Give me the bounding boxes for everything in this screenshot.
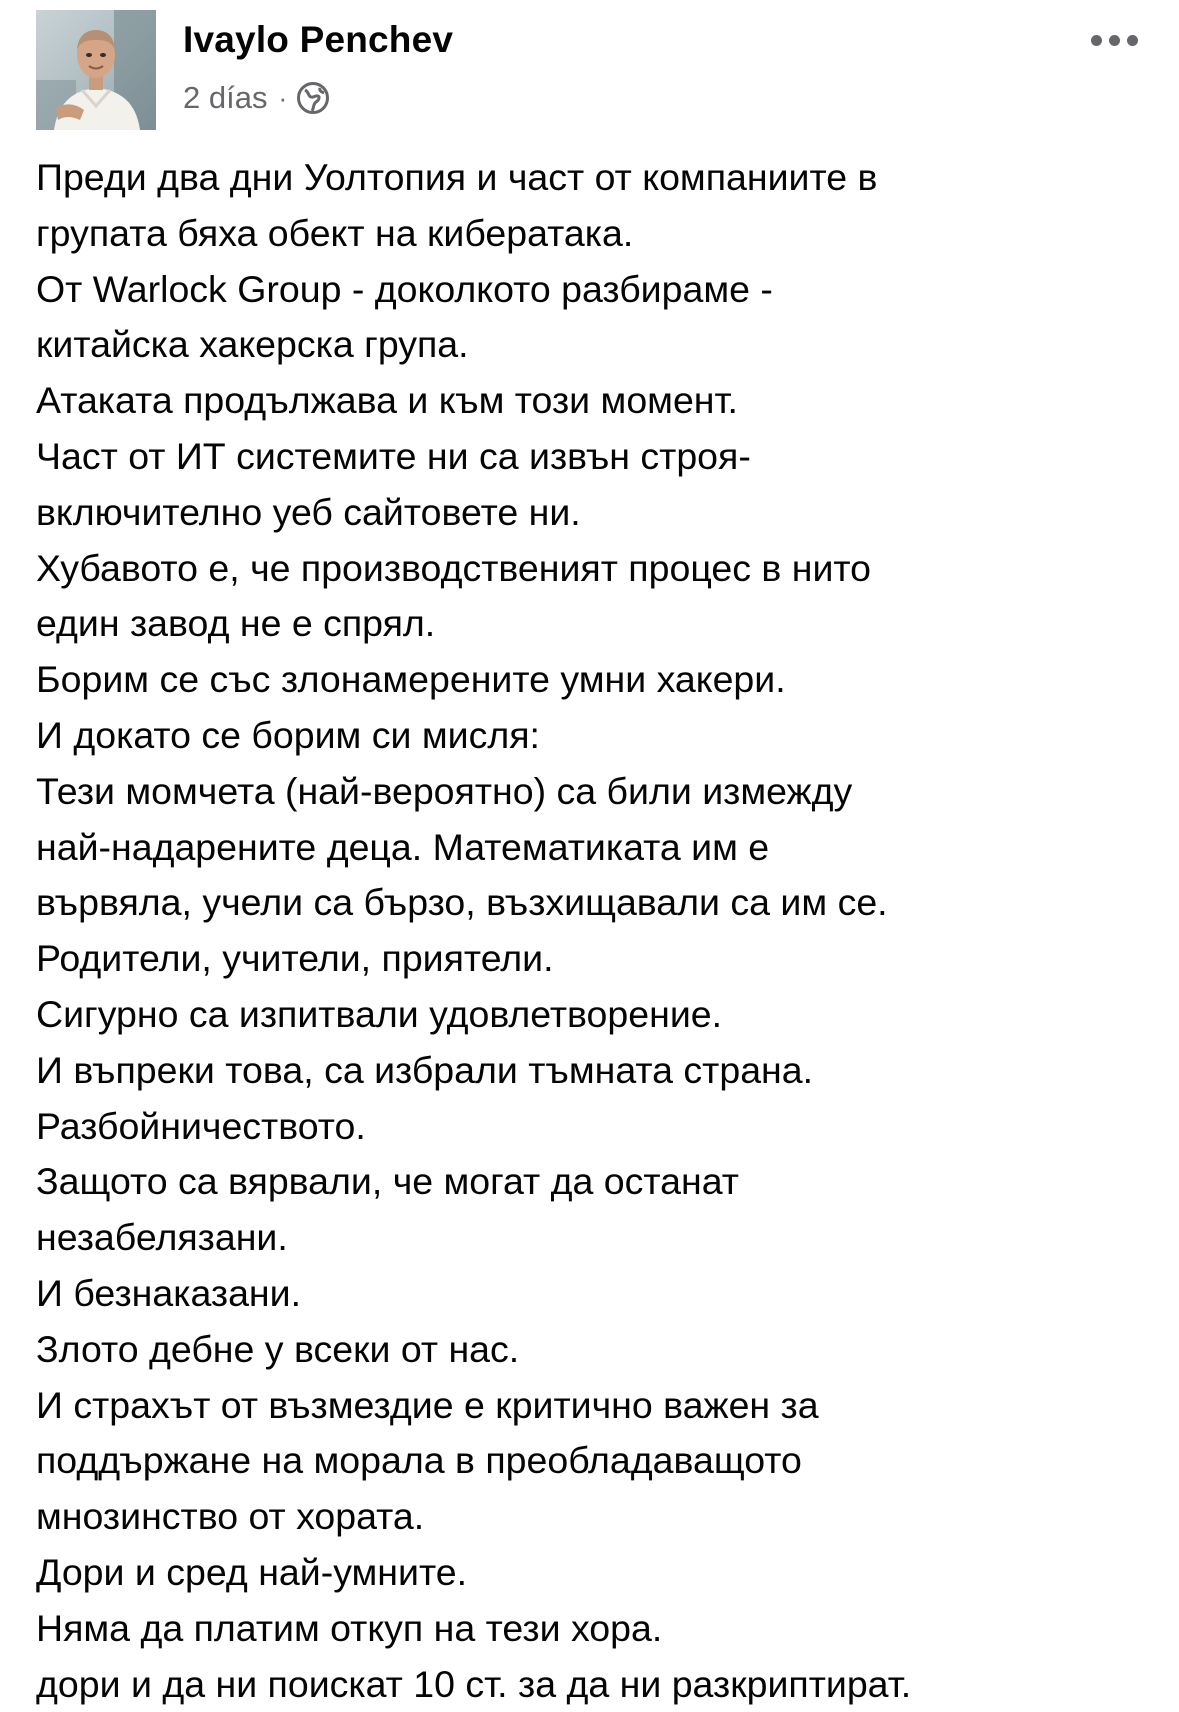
avatar[interactable] bbox=[36, 10, 156, 130]
post-text-line: Борим се със злонамерените умни хакери. bbox=[36, 658, 786, 701]
post-timestamp[interactable]: 2 días bbox=[183, 80, 268, 115]
globe-icon[interactable] bbox=[296, 81, 330, 115]
post-text-line: И безнаказани. bbox=[36, 1271, 302, 1314]
post-text-line: Преди два дни Уолтопия и част от компаниите в bbox=[36, 156, 878, 198]
post-text-line: най-надарените деца. Математиката им е bbox=[36, 825, 770, 868]
more-horizontal-icon bbox=[1109, 35, 1120, 46]
post-text-line: поддържане на морала в преобладаващото bbox=[36, 1439, 802, 1482]
post-meta bbox=[183, 78, 330, 118]
more-horizontal-icon bbox=[1091, 35, 1102, 46]
post-text-line: вървяла, учели са бързо, възхищавали са им се. bbox=[36, 881, 888, 924]
post-text-line: Защото са вярвали, че могат да останат bbox=[36, 1160, 739, 1203]
meta-separator: · bbox=[278, 83, 288, 113]
avatar-photo bbox=[36, 10, 156, 130]
post-text-line: Дори и сред най-умните. bbox=[36, 1550, 467, 1593]
post-text-line: включително уеб сайтовете ни. bbox=[36, 490, 581, 533]
post-text-line: Сигурно са изпитвали удовлетворение. bbox=[36, 992, 723, 1035]
post-text-line: Атаката продължава и към този момент. bbox=[36, 379, 738, 422]
post-text-line: мнозинство от хората. bbox=[36, 1495, 425, 1538]
post-text-line: Разбойничеството. bbox=[36, 1104, 366, 1147]
post-text-line: дори и да ни поискат 10 ст. за да ни разкриптират. bbox=[36, 1662, 912, 1705]
post-text-line: И страхът от възмездие е критично важен за bbox=[36, 1383, 819, 1426]
post-text-line: Хубавото е, че производственият процес в нито bbox=[36, 546, 872, 589]
post-text-line: Няма да платим откуп на тези хора. bbox=[36, 1606, 663, 1649]
post-text-line: групата бяха обект на кибератака. bbox=[36, 211, 634, 254]
post-text bbox=[36, 150, 1156, 1705]
post-text-line: един завод не е спрял. bbox=[36, 602, 436, 645]
more-horizontal-icon bbox=[1127, 35, 1138, 46]
post-text-line: незабелязани. bbox=[36, 1216, 288, 1259]
author-name[interactable]: Ivaylo Penchev bbox=[183, 19, 454, 60]
post-text-line: китайска хакерска група. bbox=[36, 323, 469, 366]
post-header bbox=[0, 0, 1179, 140]
post-text-line: И докато се борим си мисля: bbox=[36, 713, 540, 756]
post-text-line: Родители, учители, приятели. bbox=[36, 937, 554, 980]
post-text-line: Тези момчета (най-вероятно) са били измежду bbox=[36, 769, 853, 812]
post-text-line: Част от ИТ системите ни са извън строя- bbox=[36, 434, 751, 477]
post-text-line: От Warlock Group - доколкото разбираме - bbox=[36, 267, 773, 310]
post-text-line: Злото дебне у всеки от нас. bbox=[36, 1327, 520, 1370]
post-text-line: И въпреки това, са избрали тъмната страна. bbox=[36, 1048, 814, 1091]
more-options-button[interactable] bbox=[1080, 22, 1148, 58]
